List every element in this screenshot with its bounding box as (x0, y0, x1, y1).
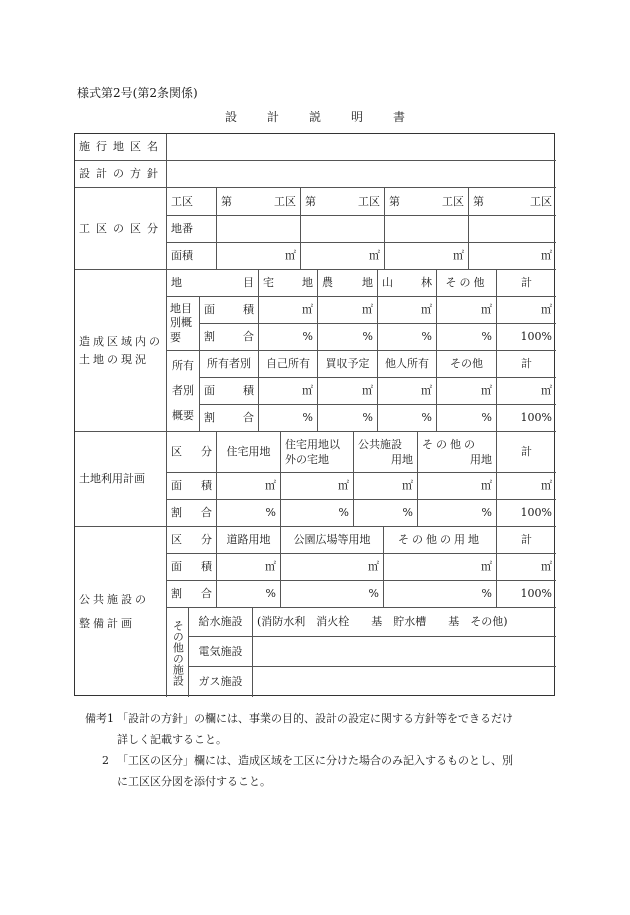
sonota2-area[interactable]: ㎡ (437, 378, 497, 405)
section-area-label: 面積 (167, 243, 217, 270)
tanin-area[interactable]: ㎡ (378, 378, 437, 405)
denki-label: 電気施設 (189, 637, 253, 667)
pub-sonota-header: その他の用地 (384, 527, 497, 554)
section-4-area[interactable]: ㎡ (469, 243, 556, 270)
other-facilities-label: その他の施設 (167, 608, 189, 697)
douro-header: 道路用地 (217, 527, 281, 554)
section-4-chiban[interactable] (469, 216, 556, 243)
use-sonota-ratio[interactable]: % (418, 500, 497, 527)
form-number-label: 様式第2号(第2条関係) (77, 86, 198, 100)
shoyu-area-label: 面 積 (200, 378, 259, 405)
public-facility-plan-label: 公共施設の 整備計画 (75, 527, 167, 697)
takuchi-ratio[interactable]: % (259, 324, 318, 351)
pub-kei-ratio[interactable]: 100% (497, 581, 556, 608)
jutaku-ratio[interactable]: % (217, 500, 281, 527)
chimoku-ratio-label: 割 合 (200, 324, 259, 351)
kyusui-detail[interactable]: (消防水利 消火栓 基 貯水槽 基 その他) (253, 608, 556, 637)
jutaku-header: 住宅用地 (217, 432, 281, 473)
pub-area-label: 面 積 (167, 554, 217, 581)
land-status-label: 造成区域内の 土地の現況 (75, 270, 167, 432)
kei-area[interactable]: ㎡ (497, 297, 556, 324)
nouchi-area[interactable]: ㎡ (318, 297, 378, 324)
sonota2-header: その他 (437, 351, 497, 378)
kaishu-ratio[interactable]: % (318, 405, 378, 432)
sonota-ratio[interactable]: % (437, 324, 497, 351)
chimoku-header: 地 目 (167, 270, 259, 297)
notes (85, 708, 560, 792)
note-1-text: 「設計の方針」の欄には、事業の目的、設計の設定に関する方針等をできるだけ 詳しく記載すること。 (117, 712, 513, 746)
section-3-header: 第 工区 (385, 188, 469, 216)
jiko-header: 自己所有 (259, 351, 318, 378)
koukyo-area[interactable]: ㎡ (354, 473, 418, 500)
jiko-area[interactable]: ㎡ (259, 378, 318, 405)
koukyo-ratio[interactable]: % (354, 500, 418, 527)
pub-kei-area[interactable]: ㎡ (497, 554, 556, 581)
kouen-header: 公園広場等用地 (281, 527, 384, 554)
kaishu-header: 買収予定 (318, 351, 378, 378)
gas-detail[interactable] (253, 667, 556, 697)
douro-ratio[interactable]: % (217, 581, 281, 608)
shoyu-ratio-label: 割 合 (200, 405, 259, 432)
section-3-chiban[interactable] (385, 216, 469, 243)
use-area-label: 面 積 (167, 473, 217, 500)
section-4-header: 第 工区 (469, 188, 556, 216)
area-name-label: 施行地区名 (75, 134, 167, 161)
jutaku-area[interactable]: ㎡ (217, 473, 281, 500)
section-3-area[interactable]: ㎡ (385, 243, 469, 270)
pub-ratio-label: 割 合 (167, 581, 217, 608)
section-2-header: 第 工区 (301, 188, 385, 216)
use-kubun-header: 区 分 (167, 432, 217, 473)
pub-sonota-ratio[interactable]: % (384, 581, 497, 608)
kaishu-area[interactable]: ㎡ (318, 378, 378, 405)
chimoku-gaiyo-label: 地目別概要 (167, 297, 200, 351)
tanin-ratio[interactable]: % (378, 405, 437, 432)
land-use-plan-label: 土地利用計画 (75, 432, 167, 527)
jutaku-igai-ratio[interactable]: % (281, 500, 354, 527)
chiban-label: 地番 (167, 216, 217, 243)
section-1-area[interactable]: ㎡ (217, 243, 301, 270)
koku-header: 工区 (167, 188, 217, 216)
section-division-label: 工区の区分 (75, 188, 167, 270)
jutaku-igai-area[interactable]: ㎡ (281, 473, 354, 500)
area-name-value[interactable] (167, 134, 556, 161)
pub-kei-header: 計 (497, 527, 556, 554)
section-2-area[interactable]: ㎡ (301, 243, 385, 270)
tanin-header: 他人所有 (378, 351, 437, 378)
gas-label: ガス施設 (189, 667, 253, 697)
design-policy-value[interactable] (167, 161, 556, 188)
takuchi-area[interactable]: ㎡ (259, 297, 318, 324)
pub-sonota-area[interactable]: ㎡ (384, 554, 497, 581)
note-2: 2 「工区の区分」欄には、造成区域を工区に分けた場合のみ記入するものとし、別 に工区区分図を添付すること。 (85, 750, 560, 792)
sanrin-area[interactable]: ㎡ (378, 297, 437, 324)
note-2-text: 「工区の区分」欄には、造成区域を工区に分けた場合のみ記入するものとし、別 に工区区分図を添付すること。 (117, 754, 513, 788)
kei-header: 計 (497, 270, 556, 297)
kei2-area[interactable]: ㎡ (497, 378, 556, 405)
douro-area[interactable]: ㎡ (217, 554, 281, 581)
design-explanation-table (74, 133, 555, 696)
use-ratio-label: 割 合 (167, 500, 217, 527)
pub-kubun-header: 区 分 (167, 527, 217, 554)
section-1-header: 第 工区 (217, 188, 301, 216)
jutaku-igai-header: 住宅用地以 外の宅地 (281, 432, 354, 473)
koukyo-header: 公共施設 用地 (354, 432, 418, 473)
kei2-header: 計 (497, 351, 556, 378)
use-kei-area[interactable]: ㎡ (497, 473, 556, 500)
design-policy-label: 設計の方針 (75, 161, 167, 188)
nouchi-header: 農 地 (318, 270, 378, 297)
shoyushabetsu-header: 所有者別 (200, 351, 259, 378)
denki-detail[interactable] (253, 637, 556, 667)
sonota-area[interactable]: ㎡ (437, 297, 497, 324)
jiko-ratio[interactable]: % (259, 405, 318, 432)
use-kei-ratio[interactable]: 100% (497, 500, 556, 527)
sanrin-ratio[interactable]: % (378, 324, 437, 351)
use-sonota-area[interactable]: ㎡ (418, 473, 497, 500)
note-1: 備考1 「設計の方針」の欄には、事業の目的、設計の設定に関する方針等をできるだけ 詳しく記載すること。 (85, 708, 560, 750)
use-kei-header: 計 (497, 432, 556, 473)
kouen-area[interactable]: ㎡ (281, 554, 384, 581)
shoyu-gaiyo-label: 所有 者別 概要 (167, 351, 200, 432)
kouen-ratio[interactable]: % (281, 581, 384, 608)
section-2-chiban[interactable] (301, 216, 385, 243)
kyusui-label: 給水施設 (189, 608, 253, 637)
sonota2-ratio[interactable]: % (437, 405, 497, 432)
sanrin-header: 山 林 (378, 270, 437, 297)
kei-ratio[interactable]: 100% (497, 324, 556, 351)
sonota-header: その他 (437, 270, 497, 297)
nouchi-ratio[interactable]: % (318, 324, 378, 351)
section-1-chiban[interactable] (217, 216, 301, 243)
takuchi-header: 宅 地 (259, 270, 318, 297)
document-title: 設計説明書 (224, 110, 435, 124)
use-sonota-header: その他の 用地 (418, 432, 497, 473)
chimoku-area-label: 面 積 (200, 297, 259, 324)
kei2-ratio[interactable]: 100% (497, 405, 556, 432)
